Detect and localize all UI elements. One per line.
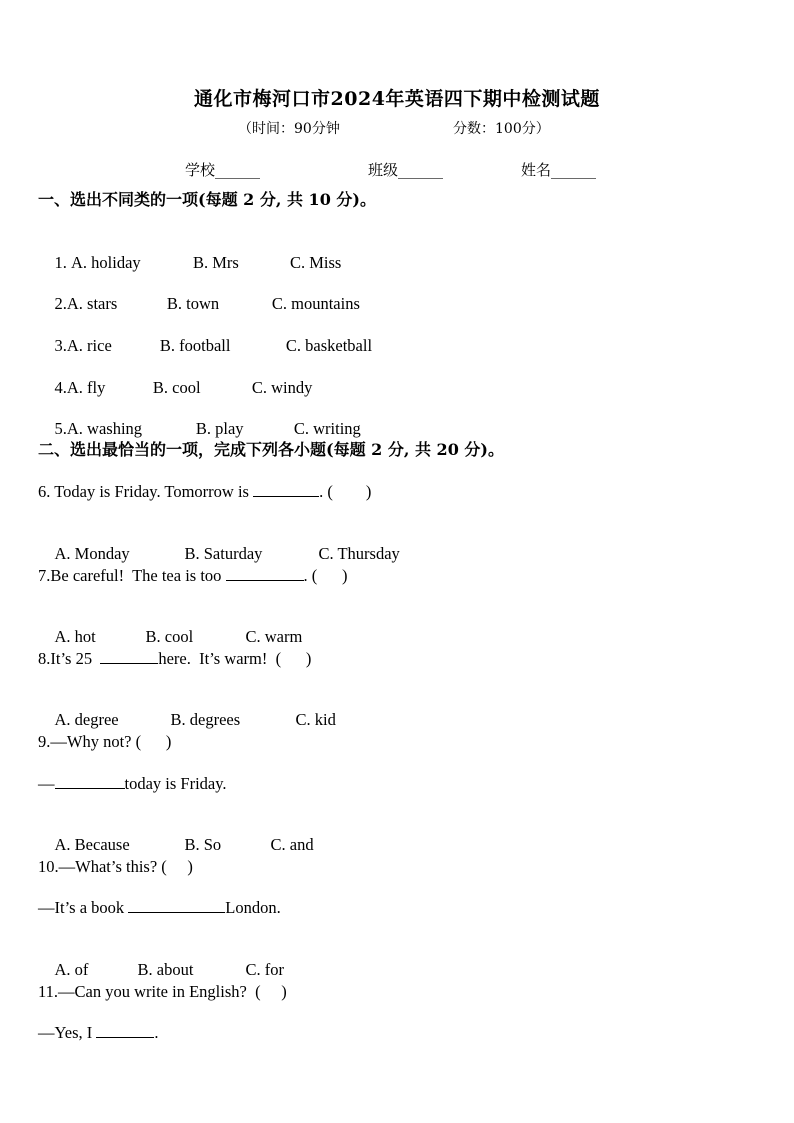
answer-blank	[55, 774, 125, 789]
question-9-response	[38, 774, 227, 794]
answer-blank	[96, 1023, 154, 1038]
exam-time: （时间：90分钟	[238, 121, 340, 137]
option-c: C. for	[245, 960, 284, 979]
question-number: 5.	[54, 419, 67, 438]
option-a: A. hot	[54, 627, 96, 646]
question-text-end: .	[154, 1023, 159, 1042]
option-b: B. Mrs	[193, 253, 239, 272]
question-number: 4.	[54, 378, 67, 397]
answer-blank	[128, 898, 225, 913]
school-field-label: 学校______	[185, 161, 261, 179]
question-number: 3.	[54, 336, 67, 355]
question-text-end: today is Friday.	[124, 774, 227, 793]
question-text: 6. Today is Friday. Tomorrow is	[38, 482, 254, 501]
question-text-end: . ( )	[319, 482, 372, 501]
option-c: C. Thursday	[318, 544, 400, 563]
section-2-heading: 二、选出最恰当的一项，完成下列各小题(每题 2 分, 共 20 分)。	[38, 440, 504, 459]
question-9: 9.—Why not? ( )	[38, 732, 172, 751]
section-1-heading: 一、选出不同类的一项(每题 2 分, 共 10 分)。	[38, 190, 376, 209]
question-11: 11.—Can you write in English? ( )	[38, 982, 287, 1001]
option-b: B. town	[166, 294, 220, 313]
name-field-label: 姓名______	[521, 161, 597, 179]
question-text-end: London.	[225, 898, 281, 917]
option-b: B. football	[159, 336, 231, 355]
question-11-response	[38, 1023, 159, 1043]
question-7	[38, 566, 348, 586]
question-6	[38, 482, 371, 502]
page-title: 通化市梅河口市2024年英语四下期中检测试题	[194, 88, 600, 110]
option-c: C. Miss	[290, 253, 342, 272]
option-a: A. rice	[66, 336, 112, 355]
option-a: A. fly	[66, 378, 106, 397]
question-text: —It’s a book	[38, 898, 129, 917]
option-c: C. windy	[251, 378, 313, 397]
option-b: B. So	[184, 835, 222, 854]
exam-score: 分数：100分）	[453, 121, 550, 137]
option-b: B. Saturday	[184, 544, 263, 563]
option-c: C. basketball	[285, 336, 373, 355]
class-field-label: 班级______	[368, 161, 444, 179]
question-text: —Yes, I	[38, 1023, 97, 1042]
question-text-end: . ( )	[303, 566, 348, 585]
option-a: A. washing	[66, 419, 143, 438]
question-text: 7.Be careful! The tea is too	[38, 566, 226, 585]
option-b: B. play	[195, 419, 244, 438]
option-a: A. Because	[54, 835, 130, 854]
question-number: 2.	[54, 294, 67, 313]
option-c: C. kid	[295, 710, 336, 729]
question-text-end: here. It’s warm! ( )	[158, 649, 312, 668]
option-a: A. Monday	[54, 544, 130, 563]
option-b: B. cool	[152, 378, 201, 397]
option-c: C. mountains	[271, 294, 360, 313]
option-a: A. holiday	[71, 253, 141, 272]
question-10: 10.—What’s this? ( )	[38, 857, 193, 876]
answer-blank	[100, 649, 158, 664]
option-b: B. cool	[145, 627, 194, 646]
option-c: C. warm	[245, 627, 303, 646]
option-b: B. degrees	[170, 710, 241, 729]
option-a: A. degree	[54, 710, 119, 729]
answer-blank	[226, 566, 304, 581]
option-b: B. about	[137, 960, 194, 979]
option-c: C. writing	[293, 419, 361, 438]
question-8	[38, 649, 311, 669]
answer-blank	[253, 482, 319, 497]
question-text: 8.It’s 25	[38, 649, 101, 668]
option-a: A. stars	[66, 294, 118, 313]
option-a: A. of	[54, 960, 89, 979]
dialogue-dash: —	[38, 774, 55, 793]
question-10-response	[38, 898, 281, 918]
question-number: 1.	[54, 253, 71, 272]
option-c: C. and	[270, 835, 314, 854]
